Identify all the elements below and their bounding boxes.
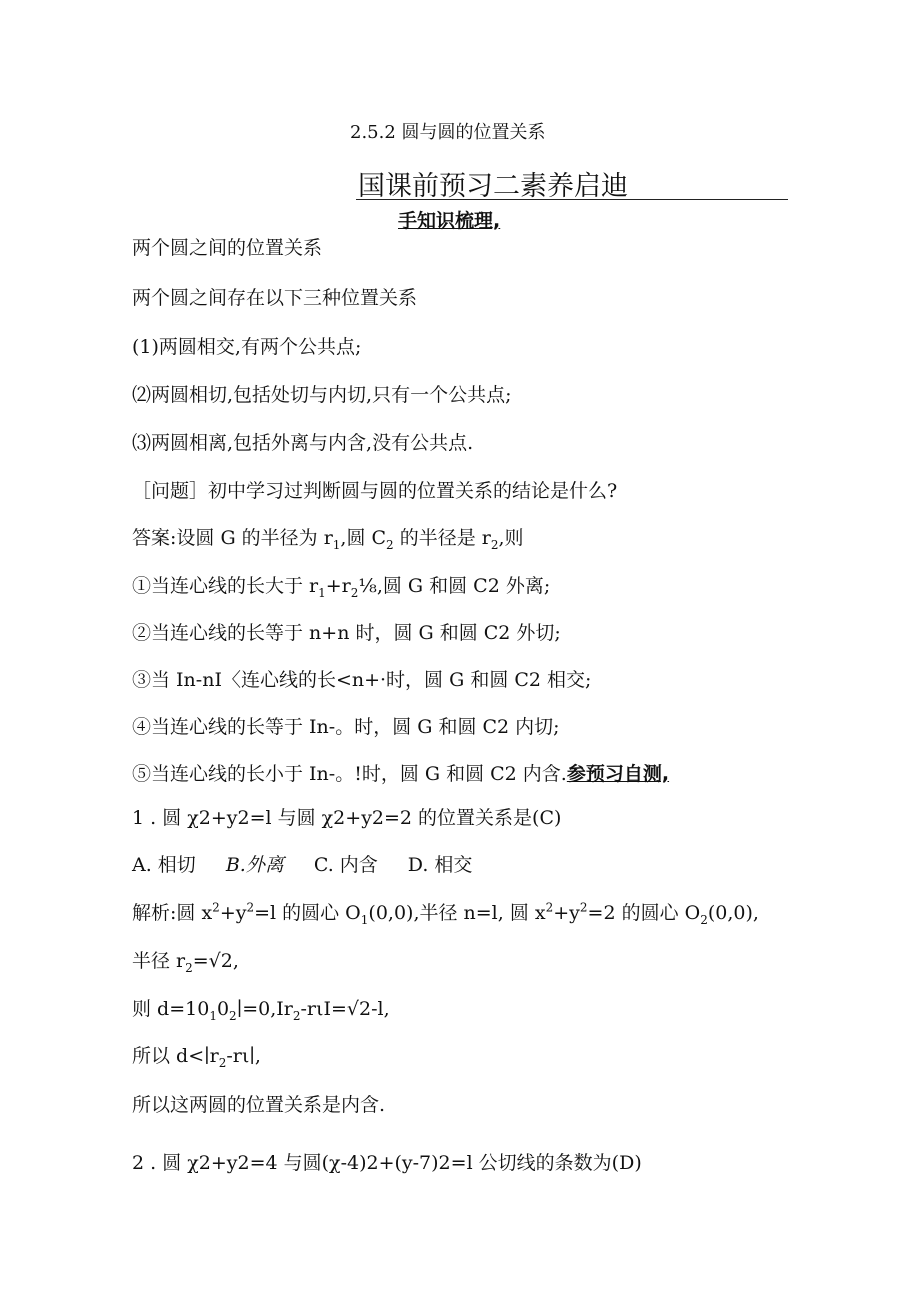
sol1-e: +y	[553, 902, 580, 924]
knowledge-item-2: ⑵两圆相切,包括处切与内切,只有一个公共点;	[132, 384, 512, 406]
c1-a: ①当连心线的长大于 r	[132, 575, 319, 597]
sol1-sup-1: 2	[212, 900, 220, 915]
answer-part-d: ,则	[498, 527, 524, 549]
c1-sub-2: 2	[350, 585, 359, 600]
solution-line-2	[132, 948, 239, 974]
knowledge-item-1: (1)两圆相交,有两个公共点;	[132, 336, 362, 358]
answer-part-b: ,圆 C	[340, 527, 387, 549]
answer-sub-2: 2	[386, 537, 394, 552]
condition-2: ②当连心线的长等于 n+n 时，圆 G 和圆 C2 外切;	[132, 622, 561, 644]
condition-4: ④当连心线的长等于 In-。时，圆 G 和圆 C2 内切;	[132, 716, 560, 738]
sol1-sup-2: 2	[246, 900, 255, 915]
banner-underline	[356, 199, 788, 200]
question-text: ［问题］初中学习过判断圆与圆的位置关系的结论是什么?	[132, 480, 618, 502]
sub-heading	[398, 206, 500, 233]
sol2-sub: 2	[185, 960, 193, 975]
option-b: B.外离	[225, 854, 284, 876]
answer-line	[132, 525, 524, 551]
condition-3: ③当 In-nI〈连心线的长<n+·时，圆 G 和圆 C2 相交;	[132, 669, 592, 691]
lesson-title: 2.5.2 圆与圆的位置关系	[350, 122, 546, 143]
option-a: A. 相切	[132, 854, 196, 876]
solution-line-1	[132, 900, 759, 926]
sol1-sub-6: 2	[700, 912, 708, 927]
knowledge-heading: 两个圆之间的位置关系	[132, 237, 323, 259]
problem-1-options	[132, 852, 472, 878]
solution-line-4	[132, 1043, 261, 1069]
solution-line-5: 所以这两圆的位置关系是内含.	[132, 1094, 386, 1116]
sol3-a: 则 d=10	[132, 998, 210, 1020]
sol1-sup-4: 2	[545, 900, 554, 915]
c5-text: ⑤当连心线的长小于 In-。!时，圆 G 和圆 C2 内含.	[132, 763, 567, 785]
sol3-c: ∣=0,Ir	[236, 998, 293, 1020]
answer-part-a: 答案:设圆 G 的半径为 r	[132, 527, 333, 549]
knowledge-item-3: ⑶两圆相离,包括外离与内含,没有公共点.	[132, 432, 474, 454]
answer-part-c: 的半径是 r	[393, 527, 491, 549]
solution-line-3	[132, 996, 390, 1022]
option-d: D. 相交	[407, 854, 473, 876]
sol3-sub-2: 2	[229, 1008, 237, 1023]
sol4-sub: 2	[218, 1055, 227, 1070]
self-test-heading: 参预习自测,	[566, 763, 670, 785]
knowledge-intro: 两个圆之间存在以下三种位置关系	[132, 287, 418, 309]
c1-c: ⅛,圆 G 和圆 C2 外离;	[358, 575, 551, 597]
sol3-b: 0	[216, 998, 230, 1020]
section-banner: 国课前预习二素养启迪	[358, 171, 628, 202]
sol3-sub-3: 2	[292, 1008, 301, 1023]
option-c: C. 内含	[313, 854, 378, 876]
sol3-d: -rιI=√2-l,	[300, 998, 390, 1020]
condition-1	[132, 573, 550, 599]
sub-heading-text: 手知识梳理,	[398, 210, 501, 232]
sol2-a: 半径 r	[132, 950, 186, 972]
sol3-sub-1: 1	[209, 1008, 217, 1023]
sol2-b: =√2,	[192, 950, 239, 972]
answer-sub-1: 1	[332, 537, 341, 552]
sol4-a: 所以 d<∣r	[132, 1045, 219, 1067]
answer-sub-3: 2	[490, 537, 499, 552]
sol1-sup-5: 2	[579, 900, 588, 915]
problem-1-stem: 1 . 圆 χ2+y2=l 与圆 χ2+y2=2 的位置关系是(C)	[132, 807, 562, 829]
problem-2-stem: 2 . 圆 χ2+y2=4 与圆(χ-4)2+(y-7)2=l 公切线的条数为(D)	[132, 1152, 642, 1174]
sol1-sub-3: 1	[360, 912, 369, 927]
c1-b: +r	[325, 575, 351, 597]
sol1-d: (0,0),半径 n=l, 圆 x	[368, 902, 546, 924]
sol4-b: -rι∣,	[226, 1045, 261, 1067]
sol1-g: (0,0),	[707, 902, 759, 924]
sol1-f: =2 的圆心 O	[587, 902, 701, 924]
sol1-c: =l 的圆心 O	[254, 902, 361, 924]
condition-5	[132, 761, 669, 787]
sol1-a: 解析:圆 x	[132, 902, 213, 924]
sol1-b: +y	[219, 902, 247, 924]
c1-sub-1: 1	[318, 585, 326, 600]
